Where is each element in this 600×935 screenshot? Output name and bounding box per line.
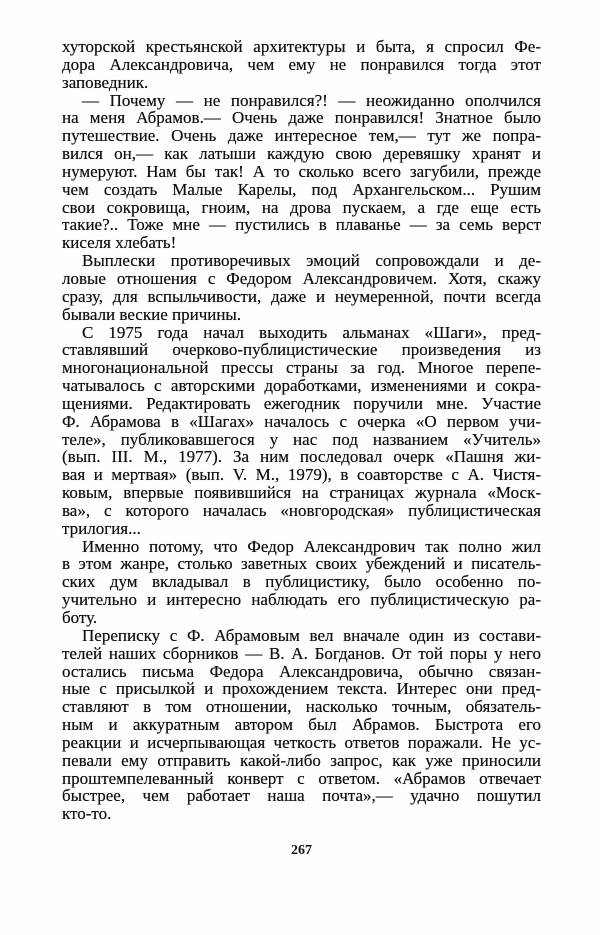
text-line: остались письма Федора Александровича, обычно связан- — [62, 661, 541, 681]
paragraph — [62, 92, 541, 253]
text-line: проштемпелеванный конверт с ответом. «Абрамов отвечает — [62, 768, 541, 788]
text-line: С 1975 года начал выходить альманах «Шаги», пред- — [82, 322, 541, 342]
text-line: нумеруют. Нам бы так! А то сколько всего загубили, прежде — [62, 161, 541, 181]
text-line: дора Александровича, чем ему не понравился тогда этот — [62, 54, 541, 74]
text-line: кто-то. — [62, 804, 112, 824]
text-line: хуторской крестьянской архитектуры и быта, я спросил Фе- — [62, 37, 541, 56]
text-line: быстрее, чем работает наша почта»,— удачно пошутил — [62, 786, 541, 806]
text-line: бывали веские причины. — [62, 304, 242, 324]
text-line: заповедник. — [62, 72, 149, 92]
paragraph — [62, 538, 541, 627]
text-line: щениями. Редактировать ежегодник поручили мне. Участие — [62, 393, 541, 413]
paragraph — [62, 38, 541, 92]
text-line: реакции и исчерпывающая четкость ответов поражали. Не ус- — [62, 732, 541, 752]
text-line: свои сокровища, гноим, на дрова пускаем, а где еще есть — [62, 197, 541, 217]
paragraph — [62, 324, 541, 538]
text-line: ным и аккуратным автором был Абрамов. Быстрота его — [62, 715, 541, 735]
paragraph — [62, 252, 541, 323]
text-line: — Почему — не понравился?! — неожиданно ополчился — [82, 90, 541, 110]
text-line: киселя хлебать! — [62, 233, 177, 253]
text-line: боту. — [62, 608, 98, 627]
text-line: Именно потому, что Федор Александрович так полно жил — [82, 536, 541, 556]
paragraph — [62, 627, 541, 823]
text-line: вая и мертвая» (вып. V. М., 1979), в соавторстве с А. Чистя- — [62, 465, 541, 485]
text-line: ные с присылкой и прохождением текста. Интерес они пред- — [62, 679, 541, 699]
page-number: 267 — [291, 843, 312, 858]
text-line: путешествие. Очень даже интересное тем,— тут же попра- — [62, 126, 541, 146]
text-line: ставляют в том отношении, насколько точным, обязатель- — [62, 697, 541, 717]
text-line: ставлявший очерково-публицистические произведения из — [62, 340, 541, 360]
text-line: вился он,— как латыши каждую свою деревяшку хранят и — [62, 144, 541, 164]
text-line: певали ему отправить какой-либо запрос, как уже приносили — [62, 750, 541, 770]
body-text — [62, 38, 541, 823]
text-line: трилогия... — [62, 518, 141, 538]
text-line: ских дум вкладывал в публицистику, было особенно по- — [62, 572, 541, 592]
text-line: на меня Абрамов.— Очень даже понравился! Знатное было — [62, 108, 541, 128]
text-line: Переписку с Ф. Абрамовым вел вначале один из состави- — [82, 625, 541, 645]
text-line: чем создать Малые Карелы, под Архангельском... Рушим — [62, 179, 541, 199]
text-line: такие?.. Тоже мне — пустились в плаванье — за семь верст — [62, 215, 541, 235]
text-line: чатывалось с авторскими доработками, изменениями и сокра- — [62, 376, 541, 396]
text-line: Выплески противоречивых эмоций сопровождали и де- — [82, 251, 541, 271]
text-line: в этом жанре, столько заветных своих убеждений и писатель- — [62, 554, 541, 574]
text-line: сразу, для вспыльчивости, даже и неумеренной, почти всегда — [62, 286, 541, 306]
text-line: телей наших сборников — В. А. Богданов. От той поры у него — [62, 643, 541, 663]
text-line: ва», с которого началась «новгородская» публицистическая — [62, 500, 541, 520]
text-line: Ф. Абрамова в «Шагах» началось с очерка «О первом учи- — [62, 411, 541, 431]
text-line: (вып. III. М., 1977). За ним последовал очерк «Пашня жи- — [62, 447, 541, 467]
text-line: теле», публиковавшегося у нас под названием «Учитель» — [62, 429, 541, 449]
text-line: ловые отношения с Федором Александровичем. Хотя, скажу — [62, 268, 541, 288]
text-line: многонациональной прессы страны за год. Многое перепе- — [62, 358, 541, 378]
text-line: ковым, впервые появившийся на страницах журнала «Моск- — [62, 483, 541, 503]
text-line: учительно и интересно наблюдать его публицистическую ра- — [62, 590, 541, 610]
